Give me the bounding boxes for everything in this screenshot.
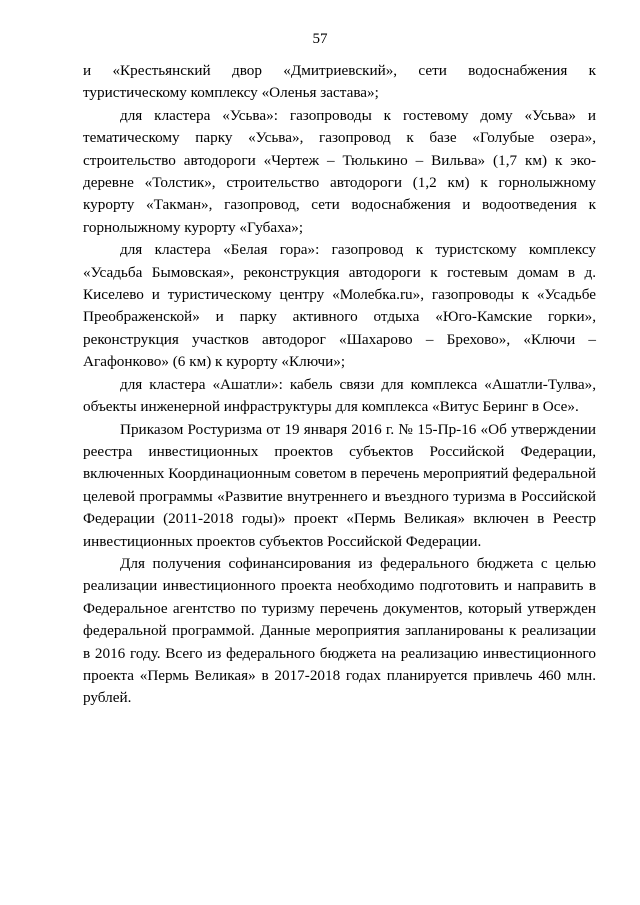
paragraph-rosturizm-order: Приказом Ростуризма от 19 января 2016 г. № 15-Пр-16 «Об утверждении реестра инвестиционных проектов субъектов Российской Федерации, включенных Координационным советом в перечень мероприятий федеральной целевой программы «Развитие внутреннего и въездного туризма в Российской Федерации (2011-2018 годы)» проект «Пермь Великая» включен в Реестр инвестиционных проектов субъектов Российской Федерации. (83, 420, 596, 550)
paragraph-usva-cluster: для кластера «Усьва»: газопроводы к гостевому дому «Усьва» и тематическому парку «Усьва», газопровод к базе «Голубые озера», строительство автодороги «Чертеж – Тюлькино – Вильва» (1,7 км) к эко-деревне «Толстик», строительство автодороги (1,2 км) к горнолыжному курорту «Такман», газопровод, сети водоснабжения и водоотведения к горнолыжному курорту «Губаха»; (83, 106, 596, 236)
paragraph-ashatli-cluster: для кластера «Ашатли»: кабель связи для комплекса «Ашатли-Тулва», объекты инженерной инфраструктуры для комплекса «Витус Беринг в Осе». (83, 375, 596, 416)
page-number: 57 (312, 31, 328, 47)
paragraph-continuation: и «Крестьянский двор «Дмитриевский», сети водоснабжения к туристическому комплексу «Оленья застава»; (83, 62, 596, 102)
paragraph-belaya-gora-cluster: для кластера «Белая гора»: газопровод к туристскому комплексу «Усадьба Бымовская», реконструкция автодороги к гостевым домам в д. Киселево и туристическому центру «Молебка.ru», газопроводы к «Усадьбе Преображенской» и парку активного отдыха «Юго-Камские горки», реконструкция участков автодорог «Шахарово – Брехово», «Ключи – Агафонково» (6 км) к курорту «Ключи»; (83, 241, 596, 371)
document-body (83, 60, 596, 710)
paragraph-cofinancing: Для получения софинансирования из федерального бюджета с целью реализации инвестиционного проекта необходимо подготовить и направить в Федеральное агентство по туризму перечень документов, который утвержден федеральной программой. Данные мероприятия запланированы к реализации в 2016 году. Всего из федерального бюджета на реализацию инвестиционного проекта «Пермь Великая» в 2017-2018 годах планируется привлечь 460 млн. рублей. (83, 554, 596, 707)
